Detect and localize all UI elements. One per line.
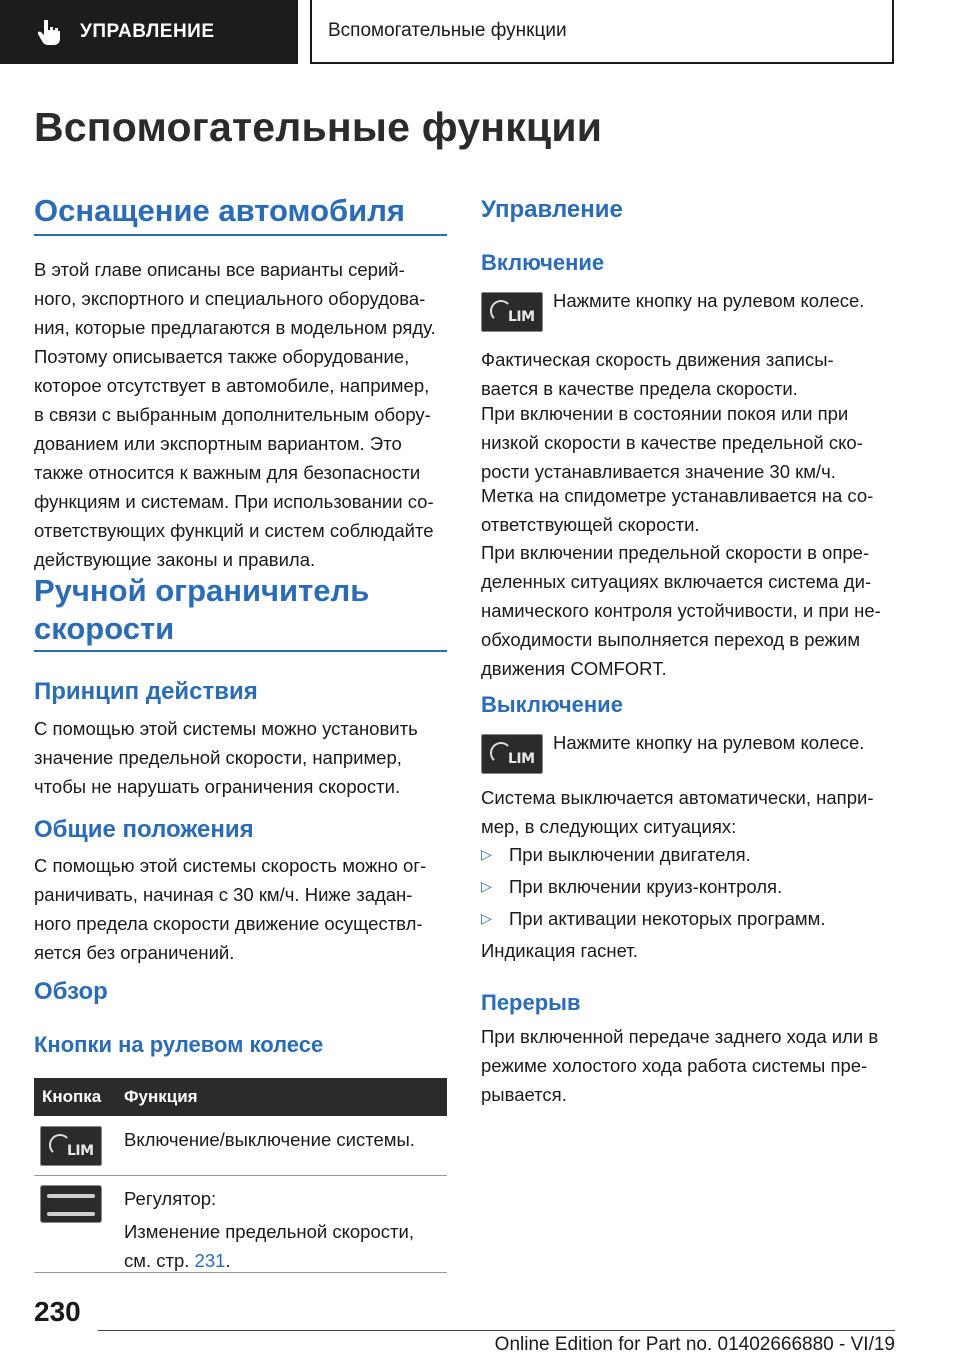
lim-label: LIM <box>508 751 535 767</box>
rocker-bar <box>47 1212 95 1216</box>
pause-paragraph <box>481 1022 878 1109</box>
table-header <box>34 1078 447 1116</box>
off-paragraph-1 <box>481 783 873 841</box>
table-row-1-function: Включение/выключение системы. <box>124 1129 415 1150</box>
text-line: Поэтому описывается также оборудование, <box>34 346 410 367</box>
on-paragraph-3 <box>481 481 873 539</box>
text-line: намического контроля устойчивости, и при не- <box>481 600 881 621</box>
text-line: также относится к важным для безопасности <box>34 462 421 483</box>
text-line: С помощью этой системы можно установить <box>34 718 418 739</box>
lim-button-icon <box>40 1126 102 1166</box>
text-line <box>124 1246 414 1275</box>
lim-button-icon <box>481 292 543 332</box>
on-paragraph-1 <box>481 345 834 403</box>
text-line: раничивать, начиная с 30 км/ч. Ниже задан- <box>34 884 413 905</box>
text-line: функциям и системам. При использовании со- <box>34 491 434 512</box>
chapter-label: УПРАВЛЕНИЕ <box>80 21 215 42</box>
text-span: см. стр. <box>124 1250 195 1271</box>
divider <box>34 234 447 236</box>
text-line: дованием или экспортным вариантом. Это <box>34 433 402 454</box>
principle-heading: Принцип действия <box>34 678 258 705</box>
edition-text: Online Edition for Part no. 01402666880 - VI/19 <box>494 1334 895 1355</box>
triangle-bullet-icon: ▷ <box>481 878 492 894</box>
footer-divider <box>98 1330 895 1331</box>
text-line: ния, которые предлагаются в модельном ряду. <box>34 317 436 338</box>
on-paragraph-4 <box>481 538 881 683</box>
lim-label: LIM <box>508 309 535 325</box>
text-line: чтобы не нарушать ограничения скорости. <box>34 776 401 797</box>
text-line: Изменение предельной скорости, <box>124 1221 414 1242</box>
text-line: ного, экспортного и специального оборудова- <box>34 288 426 309</box>
text-line: При включенной передаче заднего хода или в <box>481 1026 879 1047</box>
text-line: Метка на спидометре устанавливается на со- <box>481 485 874 506</box>
text-line: движения COMFORT. <box>481 658 667 679</box>
off-press-text: Нажмите кнопку на рулевом колесе. <box>553 732 865 753</box>
page-title: Вспомогательные функции <box>34 104 603 150</box>
text-line: ответствующей скорости. <box>481 514 700 535</box>
list-item-text: При выключении двигателя. <box>509 844 751 865</box>
page-header <box>0 0 960 66</box>
triangle-bullet-icon: ▷ <box>481 846 492 862</box>
equipment-text <box>34 255 436 574</box>
text-line: При включении предельной скорости в опре- <box>481 542 870 563</box>
page-link[interactable]: 231 <box>194 1250 226 1271</box>
text-line: мер, в следующих ситуациях: <box>481 816 737 837</box>
equipment-heading: Оснащение автомобиля <box>34 193 405 228</box>
off-paragraph-2: Индикация гаснет. <box>481 940 638 961</box>
section-tab[interactable] <box>310 0 894 64</box>
text-line: ного предела скорости движение осуществл- <box>34 913 423 934</box>
text-line: значение предельной скорости, например, <box>34 747 402 768</box>
column-header-button: Кнопка <box>42 1087 102 1106</box>
text-line: вается в качестве предела скорости. <box>481 378 798 399</box>
text-line: При включении в состоянии покоя или при <box>481 403 849 424</box>
text-line: действующие законы и правила. <box>34 549 316 570</box>
text-line: яется без ограничений. <box>34 942 235 963</box>
triangle-bullet-icon: ▷ <box>481 910 492 926</box>
limiter-heading <box>34 572 369 648</box>
on-press-text: Нажмите кнопку на рулевом колесе. <box>553 290 865 311</box>
rocker-switch-icon <box>40 1185 102 1223</box>
list-item-text: При включении круиз-контроля. <box>509 876 783 897</box>
text-line: режиме холостого хода работа системы пре- <box>481 1055 868 1076</box>
chapter-tab[interactable] <box>0 0 298 64</box>
list-item <box>481 872 782 901</box>
off-heading: Выключение <box>481 692 623 717</box>
list-item <box>481 904 826 933</box>
text-line: которое отсутствует в автомобиле, например, <box>34 375 430 396</box>
table-row-divider <box>34 1272 447 1273</box>
list-item-text: При активации некоторых программ. <box>509 908 826 929</box>
divider <box>34 650 447 652</box>
pause-heading: Перерыв <box>481 990 581 1015</box>
text-line: обходимости выполняется переход в режим <box>481 629 861 650</box>
rocker-bar <box>47 1194 95 1198</box>
buttons-heading: Кнопки на рулевом колесе <box>34 1032 324 1057</box>
text-line: рости устанавливается значение 30 км/ч. <box>481 461 836 482</box>
general-text <box>34 851 426 967</box>
table-row-divider <box>34 1175 447 1176</box>
principle-text <box>34 714 418 801</box>
text-line: В этой главе описаны все варианты серий- <box>34 259 405 280</box>
text-line: деленных ситуациях включается система ди- <box>481 571 872 592</box>
column-header-function: Функция <box>124 1087 198 1106</box>
text-line: С помощью этой системы скорость можно ог- <box>34 855 427 876</box>
general-heading: Общие положения <box>34 816 254 843</box>
text-span: . <box>225 1250 231 1271</box>
text-line: Фактическая скорость движения записы- <box>481 349 834 370</box>
heading-line: скорости <box>34 611 175 646</box>
text-line: рывается. <box>481 1084 567 1105</box>
text-line: в связи с выбранным дополнительным обору- <box>34 404 431 425</box>
list-item <box>481 840 751 869</box>
lim-button-icon <box>481 734 543 774</box>
hand-pointer-icon <box>38 18 64 46</box>
on-paragraph-2 <box>481 399 863 486</box>
text-line: Система выключается автоматически, напри- <box>481 787 874 808</box>
lim-label: LIM <box>67 1143 94 1159</box>
heading-line: Ручной ограничитель <box>34 573 370 608</box>
page-number: 230 <box>34 1296 81 1327</box>
control-heading: Управление <box>481 196 623 223</box>
section-label: Вспомогательные функции <box>328 20 567 41</box>
text-line: Регулятор: <box>124 1188 217 1209</box>
overview-heading: Обзор <box>34 978 108 1005</box>
text-line: ответствующих функций и систем соблюдайте <box>34 520 434 541</box>
text-line: низкой скорости в качестве предельной ско- <box>481 432 863 453</box>
on-heading: Включение <box>481 250 605 275</box>
table-row-2-function <box>124 1184 414 1275</box>
